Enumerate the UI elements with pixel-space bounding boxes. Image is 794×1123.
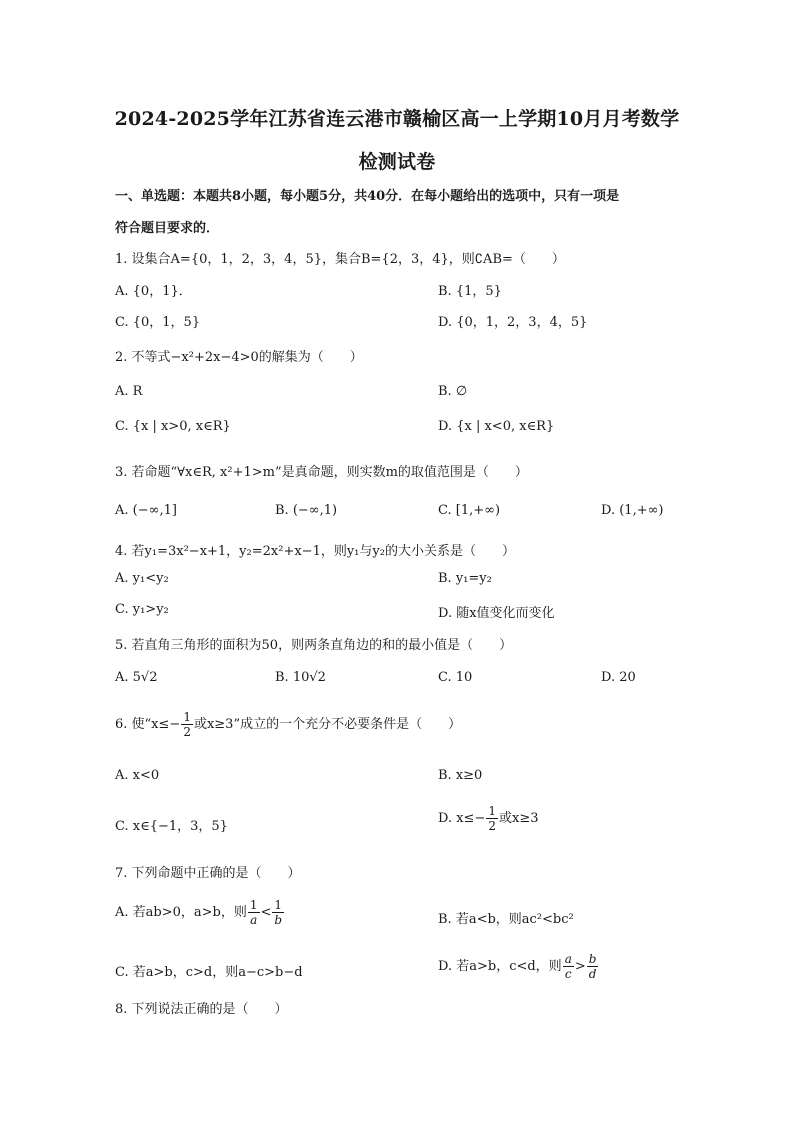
question-6-option-d-post: 或x≥3 (498, 811, 539, 826)
question-3-stem: 3. 若命题“∀x∈R, x²+1>m”是真命题，则实数m的取值范围是（ ） (115, 465, 528, 480)
fraction-numerator: 1 (274, 898, 283, 912)
question-6-option-b: B. x≥0 (438, 768, 483, 783)
question-5-option-a: A. 5√2 (115, 670, 158, 685)
fraction-denominator: d (588, 967, 597, 981)
question-4-stem: 4. 若y₁=3x²−x+1，y₂=2x²+x−1，则y₁与y₂的大小关系是（ ） (115, 544, 515, 559)
question-4-option-b: B. y₁=y₂ (438, 571, 492, 586)
question-5-option-c: C. 10 (438, 670, 473, 685)
question-7-option-d-operator: > (574, 959, 586, 974)
fraction-numerator: 1 (249, 898, 258, 912)
question-3-option-a: A. (−∞,1] (115, 503, 177, 518)
question-6-option-c: C. x∈{−1，3，5} (115, 819, 228, 834)
fraction-denominator: b (274, 913, 283, 927)
question-7-option-d (438, 952, 599, 981)
question-2-option-b: B. ∅ (438, 384, 468, 399)
fraction-denominator: 2 (488, 819, 496, 833)
question-1-option-d: D. {0，1，2，3，4，5} (438, 315, 588, 330)
question-6-stem (115, 710, 461, 739)
question-7-option-a-operator: < (260, 905, 272, 920)
question-7-option-a-fraction-2 (272, 898, 284, 927)
question-2-option-a: A. R (115, 384, 143, 399)
question-4-option-a: A. y₁<y₂ (115, 571, 169, 586)
question-1-option-b: B. {1，5} (438, 284, 502, 299)
question-1-option-a: A. {0，1}． (115, 284, 192, 299)
question-6-option-d-fraction (486, 804, 498, 833)
question-7-option-a (115, 898, 285, 927)
question-2-option-c: C. {x | x>0, x∈R} (115, 419, 231, 434)
question-6-option-a: A. x<0 (115, 768, 160, 783)
question-8-stem: 8. 下列说法正确的是（ ） (115, 1002, 288, 1017)
question-7-stem: 7. 下列命题中正确的是（ ） (115, 866, 301, 881)
fraction-numerator: 1 (488, 804, 496, 818)
question-1-option-c: C. {0，1，5} (115, 315, 201, 330)
question-5-option-d: D. 20 (601, 670, 636, 685)
question-3-option-b: B. (−∞,1) (275, 503, 338, 518)
question-4-option-d: D. 随x值变化而变化 (438, 606, 555, 621)
fraction-numerator: b (588, 952, 597, 966)
page-title-line1: 2024-2025学年江苏省连云港市赣榆区高一上学期10月月考数学 (114, 108, 680, 130)
question-1-stem: 1. 设集合A={0，1，2，3，4，5}，集合B={2，3，4}，则∁AB=（ ） (115, 252, 565, 267)
question-5-option-b: B. 10√2 (275, 670, 326, 685)
question-4-option-c: C. y₁>y₂ (115, 602, 169, 617)
question-6-fraction (181, 710, 193, 739)
question-2-stem: 2. 不等式−x²+2x−4>0的解集为（ ） (115, 350, 363, 365)
question-6-stem-post: 或x≥3”成立的一个充分不必要条件是（ ） (193, 717, 462, 732)
fraction-numerator: a (564, 952, 572, 966)
fraction-denominator: 2 (183, 725, 191, 739)
section-heading-line1: 一、单选题：本题共8小题，每小题5分，共40分．在每小题给出的选项中，只有一项是 (115, 189, 620, 204)
fraction-denominator: a (250, 913, 258, 927)
question-7-option-b: B. 若a<b，则ac²<bc² (438, 912, 574, 927)
question-3-option-c: C. [1,+∞) (438, 503, 501, 518)
section-heading-line2: 符合题目要求的． (115, 221, 220, 236)
question-5-stem: 5. 若直角三角形的面积为50，则两条直角边的和的最小值是（ ） (115, 638, 513, 653)
page-title-line2: 检测试卷 (358, 151, 436, 173)
question-6-option-d (438, 804, 538, 833)
question-7-option-a-fraction-1 (248, 898, 260, 927)
question-7-option-d-fraction-1 (563, 952, 574, 981)
fraction-denominator: c (564, 967, 572, 981)
question-6-stem-pre: 6. 使“x≤− (115, 717, 181, 732)
question-2-option-d: D. {x | x<0, x∈R} (438, 419, 555, 434)
question-7-option-a-pre: A. 若ab>0，a>b，则 (115, 905, 247, 920)
question-6-option-d-pre: D. x≤− (438, 811, 486, 826)
fraction-numerator: 1 (183, 710, 191, 724)
question-7-option-c: C. 若a>b，c>d，则a−c>b−d (115, 965, 303, 980)
question-7-option-d-fraction-2 (587, 952, 599, 981)
question-3-option-d: D. (1,+∞) (601, 503, 664, 518)
question-7-option-d-pre: D. 若a>b，c<d，则 (438, 959, 562, 974)
